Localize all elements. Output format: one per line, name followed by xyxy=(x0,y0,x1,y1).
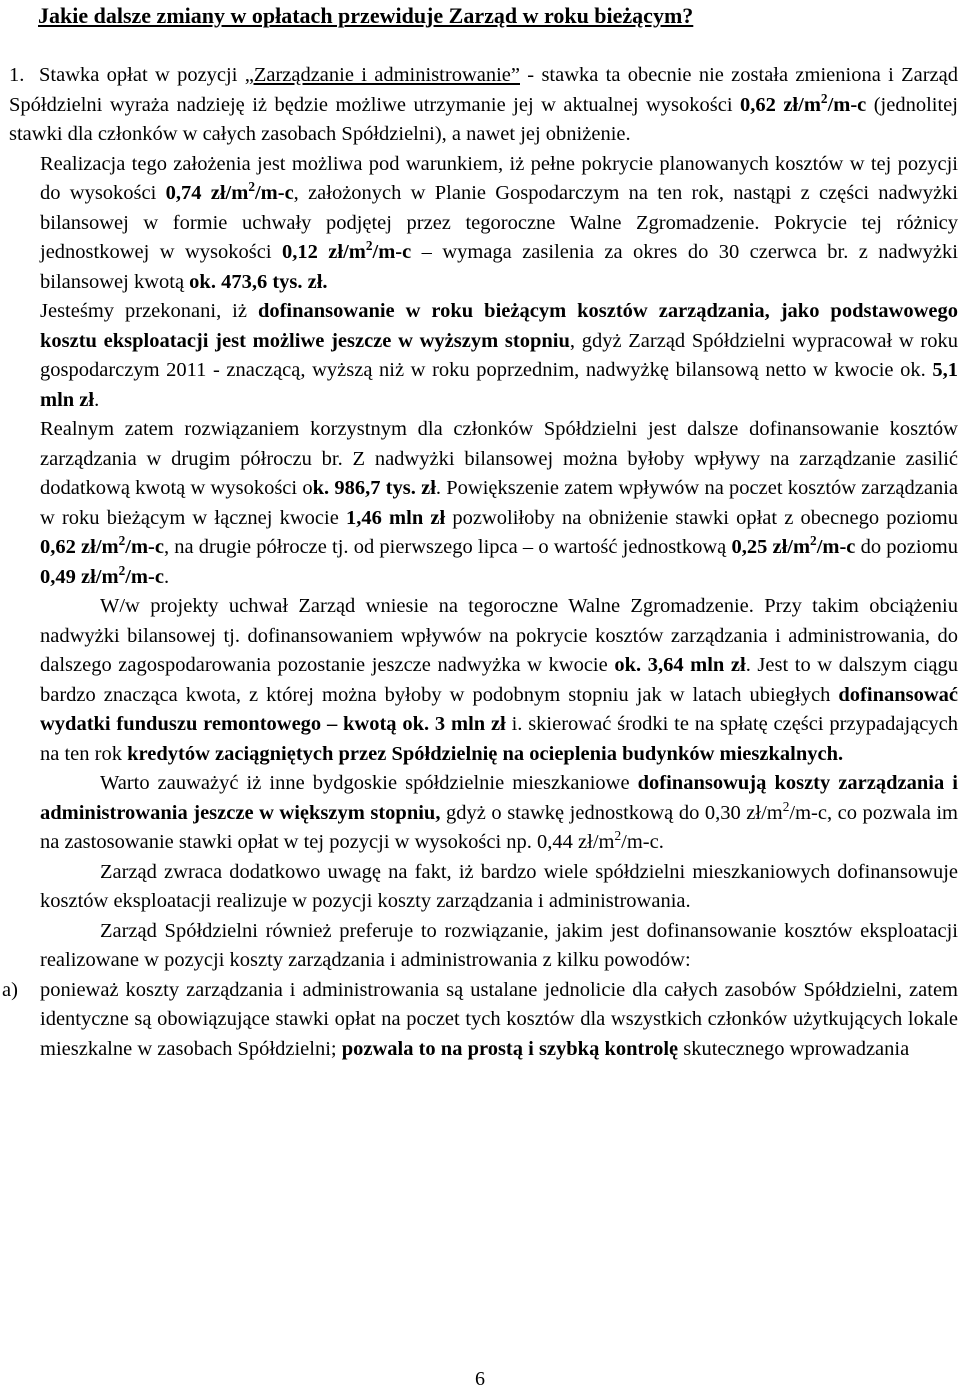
superscript: 2 xyxy=(810,533,817,549)
text-bold: /m-c xyxy=(125,565,164,588)
page-title: Jakie dalsze zmiany w opłatach przewiduje Zarząd w roku bieżącym? xyxy=(38,3,694,28)
superscript: 2 xyxy=(820,90,828,106)
text-bold: kredytów zaciągniętych przez Spółdzielnię na ocieplenia budynków mieszkalnych. xyxy=(127,742,844,765)
text-bold: ok. 3,64 mln zł xyxy=(614,654,746,676)
superscript: 2 xyxy=(365,238,373,254)
text-bold: 0,74 zł/m xyxy=(165,182,249,204)
list-number: 1. xyxy=(9,64,25,86)
text: - stawka ta obecnie nie została zmieniona i Zarząd Spółdzielni wyraża nadzieję iż będzie możliwe utrzymanie jej w aktualnej wysokości xyxy=(9,64,958,116)
text: /m-c, co pozwala im na zastosowanie stawki opłat w tej pozycji w wysokości np. 0,44 zł/m xyxy=(40,801,958,853)
text: pozwoliłoby na obniżenie stawki opłat z obecnego poziomu xyxy=(445,506,958,529)
text: W/w projekty uchwał Zarząd wniesie na tegoroczne Walne Zgromadzenie. Przy takim obciążeniu nadwyżki bilansowej tj. dofinansowaniem wpływów na pokrycie kosztów zarządzania i administrowania, do dalszego zagospodarowania pozostanie jeszcze nadwyżka w kwocie xyxy=(40,595,958,676)
paragraph-3 xyxy=(40,297,958,415)
text: . xyxy=(94,388,100,411)
text: Stawka opłat w pozycji xyxy=(39,64,245,86)
text-bold: 0,62 zł/m xyxy=(740,93,821,116)
text-bold: dofinansować wydatki funduszu remontowego – kwotą ok. 3 mln zł xyxy=(40,683,958,735)
text-underlined: „Zarządzanie i administrowanie” xyxy=(244,64,520,86)
text: skutecznego wprowadzania xyxy=(678,1037,910,1060)
text: ponieważ koszty zarządzania i administrowania są ustalane jednolicie dla całych zasobów Spółdzielni, zatem identyczne są obowiązujące stawki opłat na poczet tych kosztów dla wszystkich członków użytkujących lokale mieszkalne w zasobach Spółdzielni; xyxy=(40,978,958,1060)
text: Realizacja tego założenia jest możliwa pod warunkiem, iż pełne pokrycie planowanych kosztów w tej pozycji do wysokości xyxy=(40,152,958,204)
text-bold: k. 986,7 tys. zł xyxy=(312,477,436,499)
text-bold: /m-c xyxy=(827,93,867,116)
superscript: 2 xyxy=(118,533,126,549)
list-label: a) xyxy=(2,978,18,1001)
text-bold: pozwala to na prostą i szybką kontrolę xyxy=(341,1037,679,1060)
text-bold: 0,49 zł/m xyxy=(40,565,119,588)
text-bold: /m-c xyxy=(254,182,294,204)
text-bold: 5,1 mln zł xyxy=(40,359,958,411)
superscript: 2 xyxy=(118,562,126,578)
list-item-a xyxy=(2,976,958,1065)
text: . Powiększenie zatem wpływów na poczet kosztów zarządzania w roku bieżącym w łącznej kwocie xyxy=(40,477,959,529)
paragraph-8: Zarząd Spółdzielni również preferuje to rozwiązanie, jakim jest dofinansowanie kosztów eksploatacji realizowane w pozycji koszty zarządzania i administrowania z kilku powodów: xyxy=(40,919,958,971)
text: do poziomu xyxy=(855,536,958,558)
text-bold: 0,12 zł/m xyxy=(281,241,366,263)
text: , gdyż Zarząd Spółdzielni wypracował w roku gospodarczym 2011 - znaczącą, wyższą niż w roku poprzednim, nadwyżkę bilansową netto w kwocie ok. xyxy=(40,329,959,381)
paragraph-7: Zarząd zwraca dodatkowo uwagę na fakt, iż bardzo wiele spółdzielni mieszkaniowych dofinansowuje kosztów eksploatacji realizuje w pozycji koszty zarządzania i administrowania. xyxy=(40,860,958,912)
text-bold: 0,62 zł/m xyxy=(40,536,119,558)
paragraph-5 xyxy=(40,592,958,769)
page-number: 6 xyxy=(475,1368,485,1390)
text-bold: /m-c xyxy=(372,241,412,263)
text: – wymaga zasilenia za okres do 30 czerwca br. z nadwyżki bilansowej kwotą xyxy=(40,241,958,293)
paragraph-6 xyxy=(40,769,958,858)
text-bold: dofinansowują koszty zarządzania i administrowania jeszcze w większym stopniu, xyxy=(40,772,958,824)
text: i. skierować środki te na spłatę części przypadających na ten rok xyxy=(40,713,958,765)
text: . Jest to w dalszym ciągu bardzo znacząca kwota, z której można byłoby w podobnym stopniu jak w latach ubiegłych xyxy=(40,654,958,706)
paragraph-2 xyxy=(40,150,958,298)
text-bold: /m-c xyxy=(125,536,164,558)
text: , założonych w Planie Gospodarczym na ten rok, nastąpi z części nadwyżki bilansowej w formie uchwały podjętej przez tegoroczne Walne Zgromadzenie. Pokrycie tej różnicy jednostkowej w wysokości xyxy=(40,182,958,263)
document-body xyxy=(2,61,959,1064)
text-bold: dofinansowanie w roku bieżącym kosztów zarządzania, jako podstawowego kosztu eksploatacji jest możliwe jeszcze w wyższym stopniu xyxy=(40,300,958,352)
text-bold: 1,46 mln zł xyxy=(346,506,446,529)
paragraph-1 xyxy=(9,61,958,150)
text: , na drugie półrocze tj. od pierwszego lipca – o wartość jednostkową xyxy=(163,536,732,558)
text: gdyż o stawkę jednostkową do 0,30 zł/m xyxy=(440,801,783,824)
superscript: 2 xyxy=(248,179,255,195)
superscript: 2 xyxy=(614,828,622,844)
text-bold: ok. 473,6 tys. zł. xyxy=(189,270,328,293)
text: Jesteśmy przekonani, iż xyxy=(40,300,258,322)
superscript: 2 xyxy=(782,798,790,814)
text: (jednolitej stawki dla członków w całych zasobach Spółdzielni), a nawet jej obniżenie. xyxy=(9,93,958,145)
paragraph-4 xyxy=(40,415,958,592)
text-bold: /m-c xyxy=(816,536,856,558)
text-bold: 0,25 zł/m xyxy=(731,536,811,558)
text: Realnym zatem rozwiązaniem korzystnym dla członków Spółdzielni jest dalsze dofinansowanie kosztów zarządzania w drugim półroczu br. Z nadwyżki bilansowej można byłoby wpływy na zarządzanie zasilić dodatkową kwotą w wysokości o xyxy=(40,418,958,499)
text: . xyxy=(163,565,170,588)
text: Warto zauważyć iż inne bydgoskie spółdzielnie mieszkaniowe xyxy=(100,772,638,794)
text: /m-c. xyxy=(621,831,664,853)
